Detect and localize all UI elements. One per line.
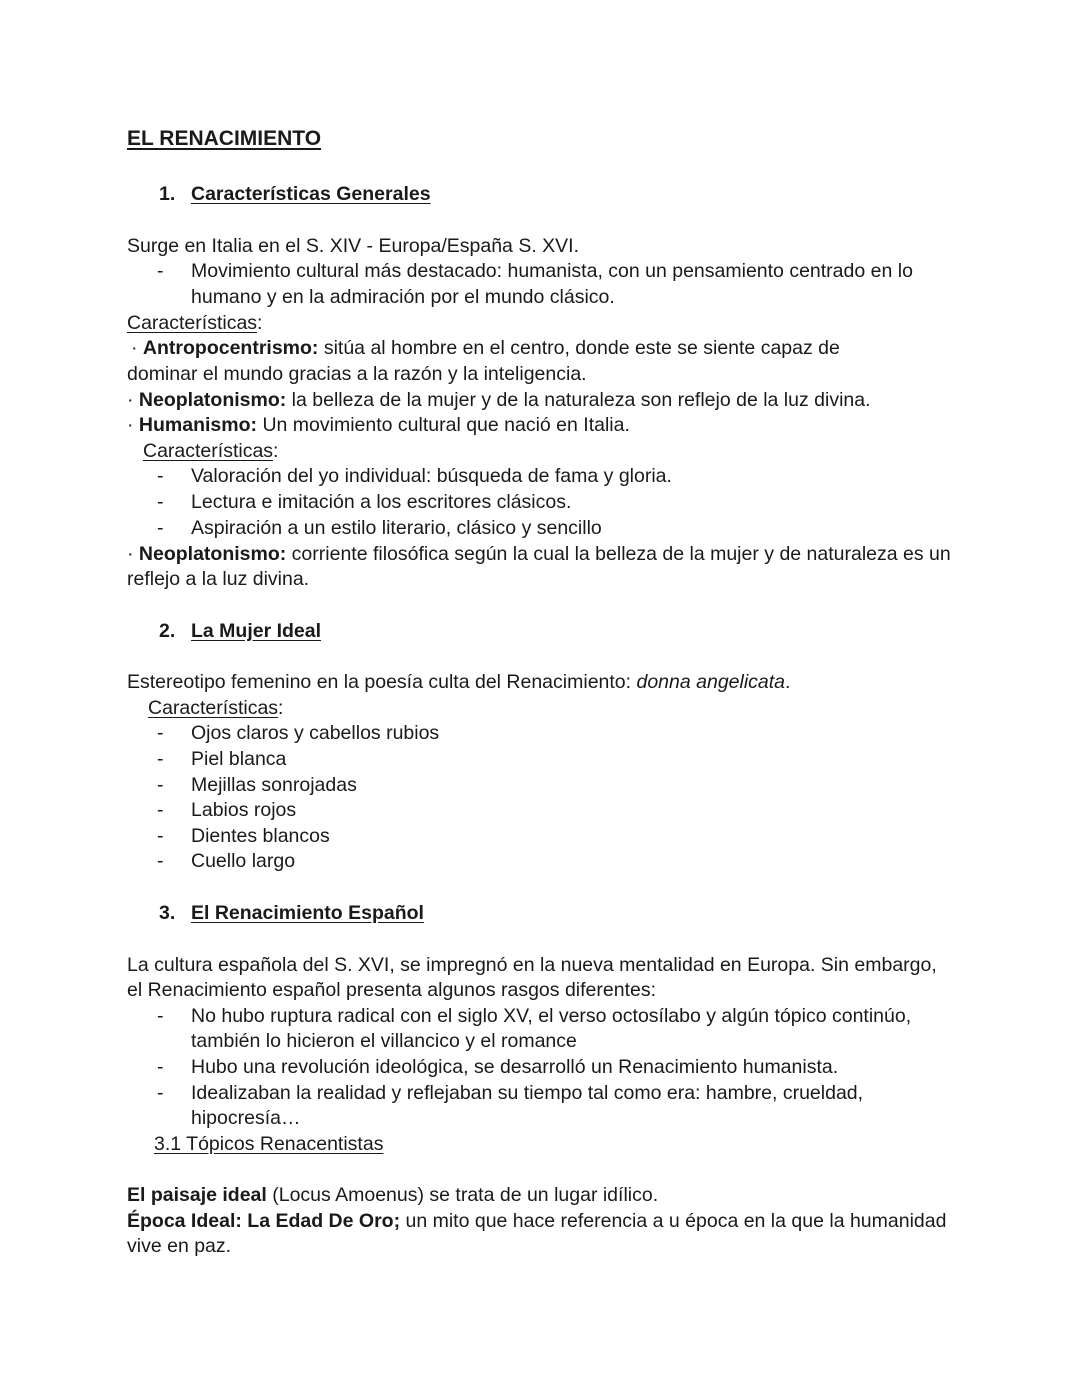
paragraph-continuation: el Renacimiento español presenta algunos rasgos diferentes: (127, 979, 656, 1001)
list-item: Movimiento cultural más destacado: humanista, con un pensamiento centrado en lo (191, 260, 913, 282)
section-title: Características Generales (191, 183, 431, 205)
section-title: La Mujer Ideal (191, 620, 322, 642)
dash-bullet: - (157, 465, 164, 487)
dash-bullet: - (157, 491, 164, 513)
section-number: 2. (159, 620, 176, 642)
list-item: Labios rojos (191, 799, 297, 821)
dash-bullet: - (157, 722, 164, 744)
section-1-heading (159, 181, 431, 207)
dash-bullet: - (157, 517, 164, 539)
list-item: Idealizaban la realidad y reflejaban su tiempo tal como era: hambre, crueldad, (191, 1082, 864, 1104)
bullet-neoplatonismo-2: · Neoplatonismo: corriente filosófica según la cual la belleza de la mujer y de naturaleza es un (127, 543, 951, 565)
characteristics-label: Características: (143, 440, 279, 462)
section-number: 1. (159, 183, 176, 205)
subsection-title: 3.1 Tópicos Renacentistas (154, 1133, 384, 1155)
paragraph: La cultura española del S. XVI, se impregnó en la nueva mentalidad en Europa. Sin embargo, (127, 954, 937, 976)
list-item: Cuello largo (191, 850, 296, 872)
dash-bullet: - (157, 774, 164, 796)
list-item: Mejillas sonrojadas (191, 774, 357, 796)
list-item: No hubo ruptura radical con el siglo XV, el verso octosílabo y algún tópico continúo, (191, 1005, 912, 1027)
list-item: Valoración del yo individual: búsqueda de fama y gloria. (191, 465, 672, 487)
dash-bullet: - (157, 748, 164, 770)
paragraph-paisaje: El paisaje ideal (Locus Amoenus) se trata de un lugar idílico. (127, 1184, 659, 1206)
section-number: 3. (159, 902, 176, 924)
list-item: Dientes blancos (191, 825, 330, 847)
dash-bullet: - (157, 1005, 164, 1027)
bullet-humanismo: · Humanismo: Un movimiento cultural que nació en Italia. (127, 414, 630, 436)
dash-bullet: - (157, 1082, 164, 1104)
paragraph-continuation: dominar el mundo gracias a la razón y la inteligencia. (127, 363, 587, 385)
paragraph-continuation: reflejo a la luz divina. (127, 568, 310, 590)
dash-bullet: - (157, 799, 164, 821)
list-item: Lectura e imitación a los escritores clásicos. (191, 491, 572, 513)
section-2-heading (159, 618, 321, 644)
paragraph-continuation: vive en paz. (127, 1235, 232, 1257)
section-3-heading (159, 900, 424, 926)
characteristics-label: Características: (127, 312, 263, 334)
dash-bullet: - (157, 1056, 164, 1078)
characteristics-label: Características: (148, 697, 284, 719)
paragraph-epoca: Época Ideal: La Edad De Oro; un mito que hace referencia a u época en la que la humanidad (127, 1210, 947, 1232)
document-title: EL RENACIMIENTO (127, 127, 322, 150)
bullet-antropocentrismo: · Antropocentrismo: sitúa al hombre en el centro, donde este se siente capaz de (131, 337, 840, 359)
paragraph: Surge en Italia en el S. XIV - Europa/España S. XVI. (127, 235, 580, 257)
dash-bullet: - (157, 850, 164, 872)
list-item-continuation: hipocresía… (191, 1107, 301, 1129)
list-item: Piel blanca (191, 748, 287, 770)
list-item: Hubo una revolución ideológica, se desarrolló un Renacimiento humanista. (191, 1056, 839, 1078)
list-item: Ojos claros y cabellos rubios (191, 722, 440, 744)
paragraph: Estereotipo femenino en la poesía culta del Renacimiento: donna angelicata. (127, 671, 791, 693)
list-item: Aspiración a un estilo literario, clásico y sencillo (191, 517, 602, 539)
dash-bullet: - (157, 260, 164, 282)
list-item-continuation: humano y en la admiración por el mundo clásico. (191, 286, 615, 308)
section-title: El Renacimiento Español (191, 902, 424, 924)
dash-bullet: - (157, 825, 164, 847)
list-item-continuation: también lo hicieron el villancico y el romance (191, 1030, 577, 1052)
bullet-neoplatonismo: · Neoplatonismo: la belleza de la mujer y de la naturaleza son reflejo de la luz divina. (127, 389, 871, 411)
